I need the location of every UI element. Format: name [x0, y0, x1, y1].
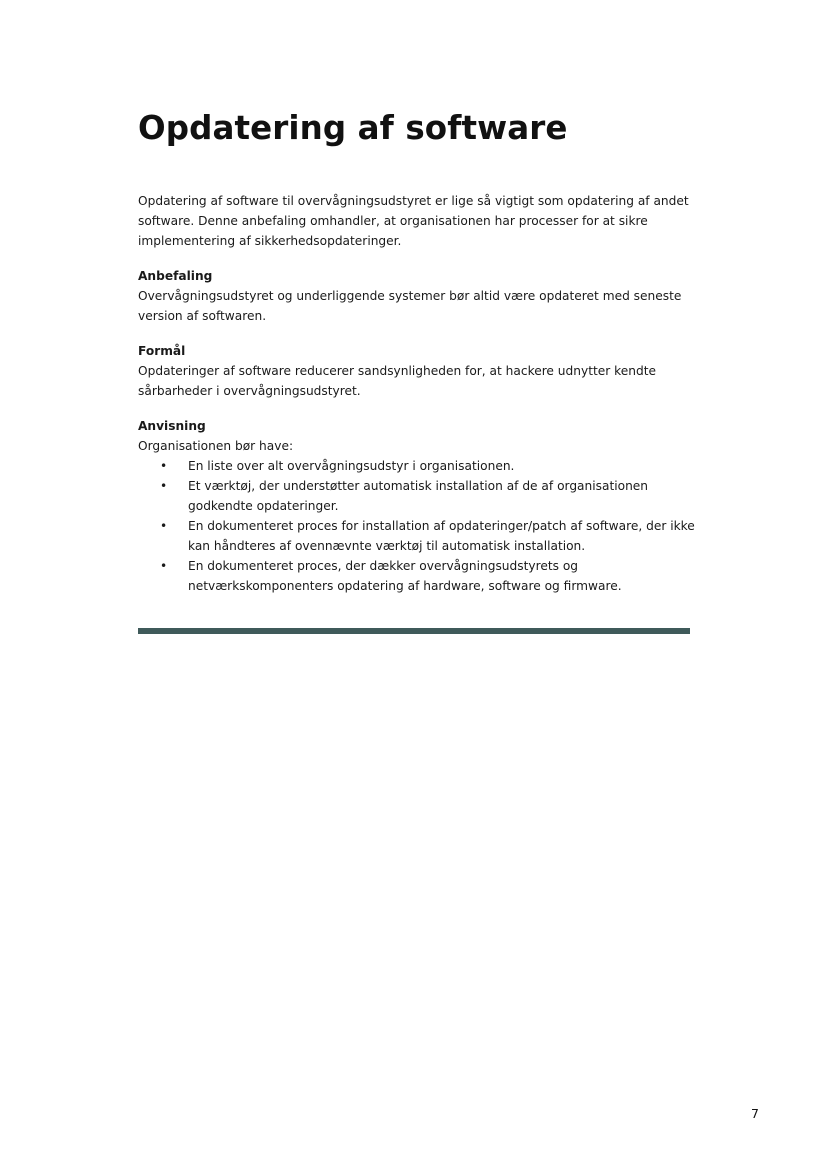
- list-item: [138, 556, 698, 596]
- page-number: 7: [751, 1106, 759, 1121]
- document-body: [138, 191, 698, 611]
- section-text: Opdateringer af software reducerer sandsynligheden for, at hackere udnytter kendte sårbarheder i overvågningsudstyret.: [138, 364, 657, 398]
- section-text: Organisationen bør have:: [138, 439, 294, 453]
- list-item: [138, 516, 698, 556]
- list-item-text: En dokumenteret proces, der dækker overvågningsudstyrets og netværkskomponenters opdatering af hardware, software og firmware.: [188, 559, 622, 593]
- list-item-text: En liste over alt overvågningsudstyr i organisationen.: [188, 459, 515, 473]
- section-anvisning: [138, 416, 698, 596]
- section-formaal: [138, 341, 698, 401]
- page-title: Opdatering af software: [138, 109, 568, 147]
- section-heading: Anvisning: [138, 419, 206, 433]
- list-item: [138, 476, 698, 516]
- section-text: Overvågningsudstyret og underliggende systemer bør altid være opdateret med seneste version af softwaren.: [138, 289, 682, 323]
- section-divider: [138, 628, 690, 634]
- section-heading: Anbefaling: [138, 269, 213, 283]
- list-item: [138, 456, 698, 476]
- bullet-icon: •: [160, 459, 168, 473]
- bullet-icon: •: [160, 479, 168, 493]
- list-item-text: Et værktøj, der understøtter automatisk installation af de af organisationen godkendte opdateringer.: [188, 479, 649, 513]
- bullet-list: [138, 456, 698, 596]
- bullet-icon: •: [160, 519, 168, 533]
- intro-paragraph: Opdatering af software til overvågningsudstyret er lige så vigtigt som opdatering af andet software. Denne anbefaling omhandler, at organisationen har processer for at sikre implementering af sikkerhedsopdateringer.: [138, 194, 689, 248]
- bullet-icon: •: [160, 559, 168, 573]
- section-heading: Formål: [138, 344, 186, 358]
- section-anbefaling: [138, 266, 698, 326]
- list-item-text: En dokumenteret proces for installation af opdateringer/patch af software, der ikke kan håndteres af ovennævnte værktøj til automatisk installation.: [188, 519, 695, 553]
